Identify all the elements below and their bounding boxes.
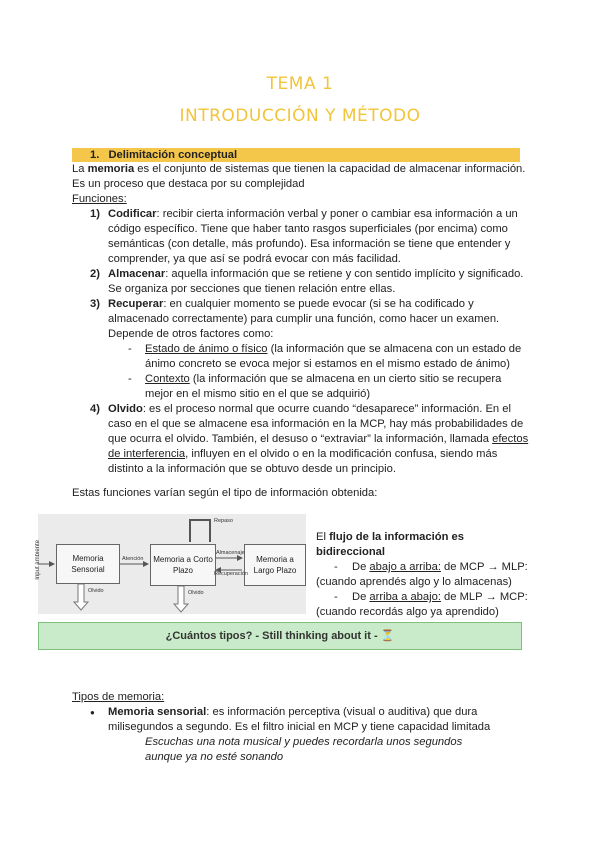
item-recuperar-line-1: Recuperar: en cualquier momento se puede evocar (si se ha codificado y <box>108 298 474 310</box>
tipos-sensorial-line-1: Memoria sensorial: es información perceptiva (visual o auditiva) que dura <box>108 706 478 718</box>
tipos-banner <box>38 622 522 650</box>
banner-text: ¿Cuántos tipos? - Still thinking about it - ⏳ <box>165 630 395 642</box>
rehearsal-loop <box>190 520 210 542</box>
storage-label: Almacenaje <box>216 550 245 556</box>
rehearsal-label: Repaso <box>214 518 233 524</box>
tipos-example-line-1: Escuchas una nota musical y puedes recordarla unos segundos <box>145 736 463 748</box>
forget-label-2: Olvido <box>188 590 204 596</box>
flujo-up-line: De abajo a arriba: de MCP → MLP: <box>352 561 528 573</box>
forget-label-1: Olvido <box>88 588 104 594</box>
retrieval-label: Recuperación <box>214 571 248 577</box>
subitem-dash: - <box>128 373 132 385</box>
item-number: 1) <box>90 208 100 220</box>
forget-arrow-1 <box>74 584 88 610</box>
subitem-dash: - <box>128 343 132 355</box>
forget-arrow-2 <box>174 586 188 612</box>
item-olvido-line-3: que ocurra el olvido. También, el desuso o “extraviar” la información, llamada efectos <box>108 433 529 445</box>
flujo-down-line: De arriba a abajo: de MLP → MCP: <box>352 591 528 603</box>
item-codificar-line-2: código específico. Tiene que haber tanto rasgos superficiales (por encima) como <box>108 223 508 235</box>
item-recuperar-line-3: Depende de otros factores como: <box>108 328 274 340</box>
item-codificar-line-3: semánticas (con detalle, más profundo). Esa información se tiene que entender y <box>108 238 511 250</box>
long-term-memory-box: Memoria a Largo Plazo <box>244 544 306 586</box>
item-number: 2) <box>90 268 100 280</box>
section-heading <box>90 148 237 162</box>
item-number: 4) <box>90 403 100 415</box>
item-codificar-line-1: Codificar: recibir cierta información verbal y poner o cambiar esa información a un <box>108 208 518 220</box>
page-subtitle: INTRODUCCIÓN Y MÉTODO <box>179 106 421 126</box>
intro-line-1: La memoria es el conjunto de sistemas que tienen la capacidad de almacenar información. <box>72 163 526 175</box>
bullet-icon: ● <box>90 708 95 717</box>
flujo-dash-2: - <box>334 591 338 603</box>
intro-line-2: Es un proceso que destaca por su complejidad <box>72 178 305 190</box>
funciones-label: Funciones: <box>72 193 127 205</box>
input-label: Input ambiente <box>35 540 41 580</box>
item-almacenar-line-1: Almacenar: aquella información que se retiene y con sentido implícito y significado. <box>108 268 524 280</box>
memory-flow-diagram <box>35 514 306 614</box>
tipos-sensorial-line-2: milisegundos a segundo. Es el filtro inicial en MCP y tiene capacidad limitada <box>108 721 491 733</box>
sensory-memory-box: Memoria Sensorial <box>56 544 120 584</box>
subitem-contexto-line-2: mejor en el mismo sitio en el que se adquirió) <box>145 388 371 400</box>
flujo-line-2: bidireccional <box>316 546 386 558</box>
flujo-dash-1: - <box>334 561 338 573</box>
subitem-estado-line-2: ánimo concreto se evoca mejor si estamos en el mismo estado de ánimo) <box>145 358 511 370</box>
subitem-contexto-line-1: Contexto (la información que se almacena en un cierto sitio se recupera <box>145 373 502 385</box>
item-almacenar-line-2: Se organiza por secciones que tienen relación entre ellas. <box>108 283 396 295</box>
flujo-up-line-2: (cuando aprendés algo y lo almacenas) <box>316 576 512 588</box>
page-title: TEMA 1 <box>266 74 334 94</box>
item-codificar-line-4: comprender, ya que así se podrá evocar con más facilidad. <box>108 253 401 265</box>
funciones-note: Estas funciones varían según el tipo de información obtenida: <box>72 487 378 499</box>
section-number: 1. <box>90 149 100 161</box>
item-olvido-line-1: Olvido: es el proceso normal que ocurre cuando “desaparece” información. En el <box>108 403 511 415</box>
item-olvido-line-4: de interferencia, influyen en el olvido o en la modificación confusa, siendo más <box>108 448 498 460</box>
subitem-estado-line-1: Estado de ánimo o físico (la información que se almacena con un estado de <box>145 343 522 355</box>
section-title: Delimitación conceptual <box>108 149 238 161</box>
item-olvido-line-5: distinto a la información que se obtuvo desde un principio. <box>108 463 396 475</box>
flujo-line-1: El flujo de la información es <box>316 531 464 543</box>
item-number: 3) <box>90 298 100 310</box>
item-olvido-line-2: caso en el que se almacene esa información en la MCP, hay más probabilidades de <box>108 418 524 430</box>
tipos-example-line-2: aunque ya no esté sonando <box>145 751 284 763</box>
tipos-label: Tipos de memoria: <box>72 691 165 703</box>
attention-label: Atención <box>122 556 144 562</box>
item-recuperar-line-2: almacenado correctamente) para cumplir una función, como hacer un examen. <box>108 313 500 325</box>
short-term-memory-box: Memoria a Corto Plazo <box>150 544 216 586</box>
flujo-down-line-2: (cuando recordás algo ya aprendido) <box>316 606 499 618</box>
section-heading-bar <box>72 148 520 162</box>
